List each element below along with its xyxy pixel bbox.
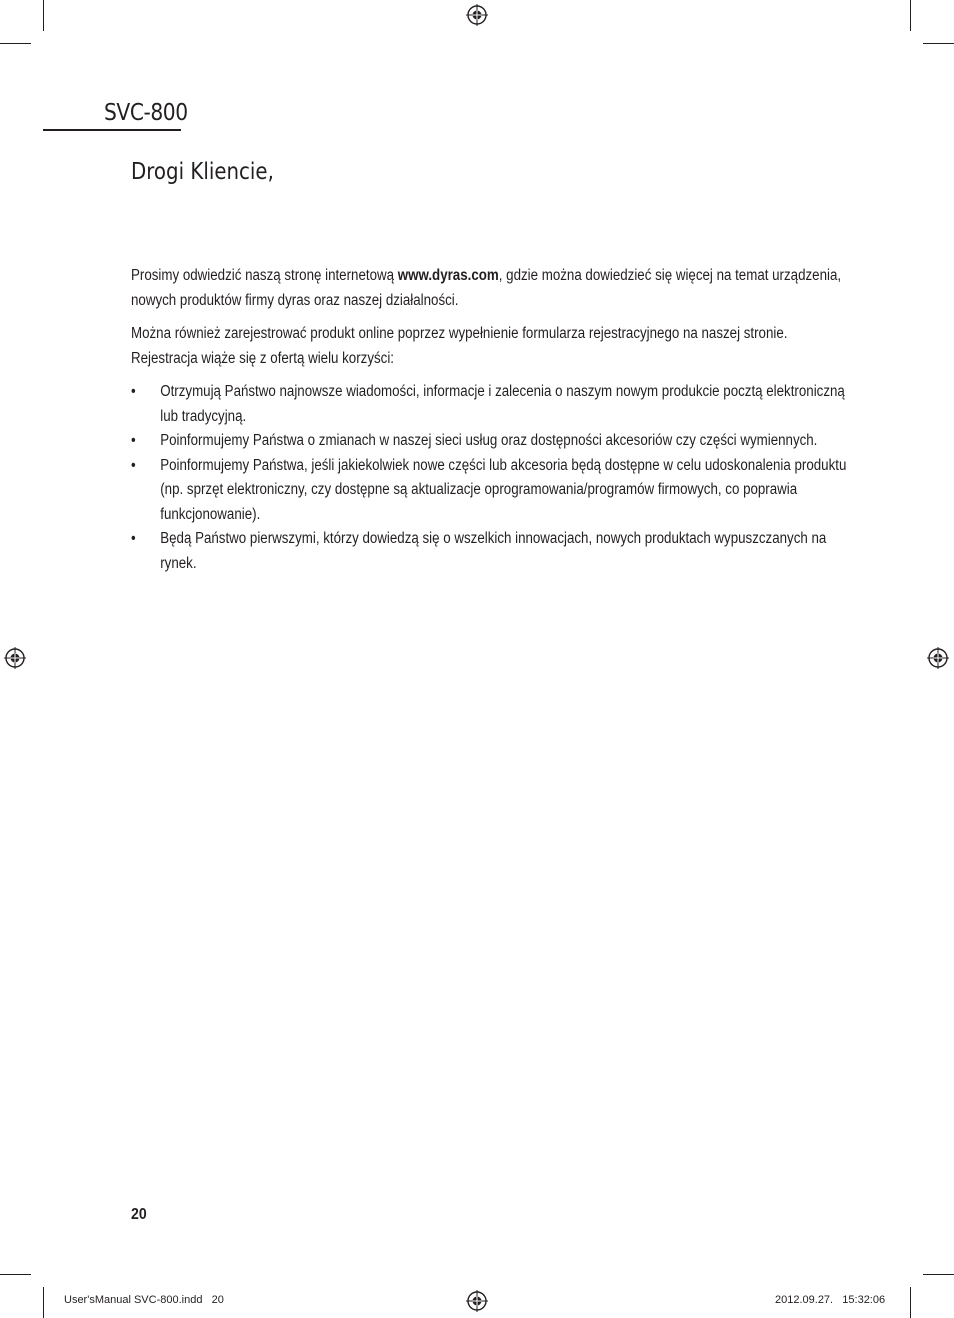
bullet-icon: • [131, 530, 136, 547]
crop-mark-bottom-right-vertical [910, 1287, 911, 1318]
model-title: SVC-800 [104, 100, 188, 126]
crop-mark-top-right-horizontal [923, 43, 954, 44]
list-item [131, 380, 849, 429]
registration-target-icon [466, 1290, 488, 1312]
intro-text: Prosimy odwiedzić naszą stronę internetową [131, 267, 398, 284]
crop-mark-bottom-left-horizontal [0, 1274, 31, 1275]
list-item [131, 527, 849, 576]
crop-mark-bottom-right-horizontal [923, 1274, 954, 1275]
bullet-icon: • [131, 432, 136, 449]
list-item [131, 429, 849, 454]
registration-target-icon [4, 647, 26, 669]
list-item-text: Poinformujemy Państwa o zmianach w naszej sieci usług oraz dostępności akcesoriów czy części wymiennych. [160, 432, 818, 449]
list-item-text: Otrzymują Państwo najnowsze wiadomości, informacje i zalecenia o naszym nowym produkcie pocztą elektroniczną lub tradycyjną. [160, 383, 845, 425]
benefits-list [131, 380, 849, 576]
bullet-icon: • [131, 456, 136, 474]
list-item-text: Będą Państwo pierwszymi, którzy dowiedzą się o wszelkich innowacjach, nowych produktach wypuszczanych na rynek. [160, 530, 827, 572]
body-text [131, 264, 849, 576]
slug-file-info: User'sManual SVC-800.indd 20 [64, 1294, 224, 1306]
registration-target-icon [927, 647, 949, 669]
bullet-icon: • [131, 383, 136, 400]
list-item-text: Poinformujemy Państwa, jeśli jakiekolwiek nowe części lub akcesoria będą dostępne w celu udoskonalenia produktu (np. sprzęt elektroniczny, czy dostępne są aktualizacje oprogramowania/programów firmowych, co poprawia funkcjonowanie). [160, 456, 847, 523]
crop-mark-top-left-vertical [43, 0, 44, 31]
registration-target-icon [466, 4, 488, 26]
greeting-heading: Drogi Kliencie, [131, 159, 274, 185]
intro-paragraph [131, 264, 849, 313]
intro-text-continued: , gdzie można dowiedzieć się więcej na temat urządzenia, nowych produktów firmy dyras oraz naszej działalności. [131, 267, 842, 309]
registration-paragraph: Można również zarejestrować produkt online poprzez wypełnienie formularza rejestracyjnego na naszej stronie. Rejestracja wiąże się z ofertą wielu korzyści: [131, 325, 788, 367]
title-underline [43, 129, 181, 131]
slug-datetime: 2012.09.27. 15:32:06 [775, 1294, 886, 1306]
crop-mark-bottom-left-vertical [43, 1287, 44, 1318]
list-item [131, 454, 849, 528]
crop-mark-top-left-horizontal [0, 43, 31, 44]
website-link[interactable]: www.dyras.com [397, 267, 499, 284]
crop-mark-top-right-vertical [910, 0, 911, 31]
page-number: 20 [131, 1206, 147, 1223]
